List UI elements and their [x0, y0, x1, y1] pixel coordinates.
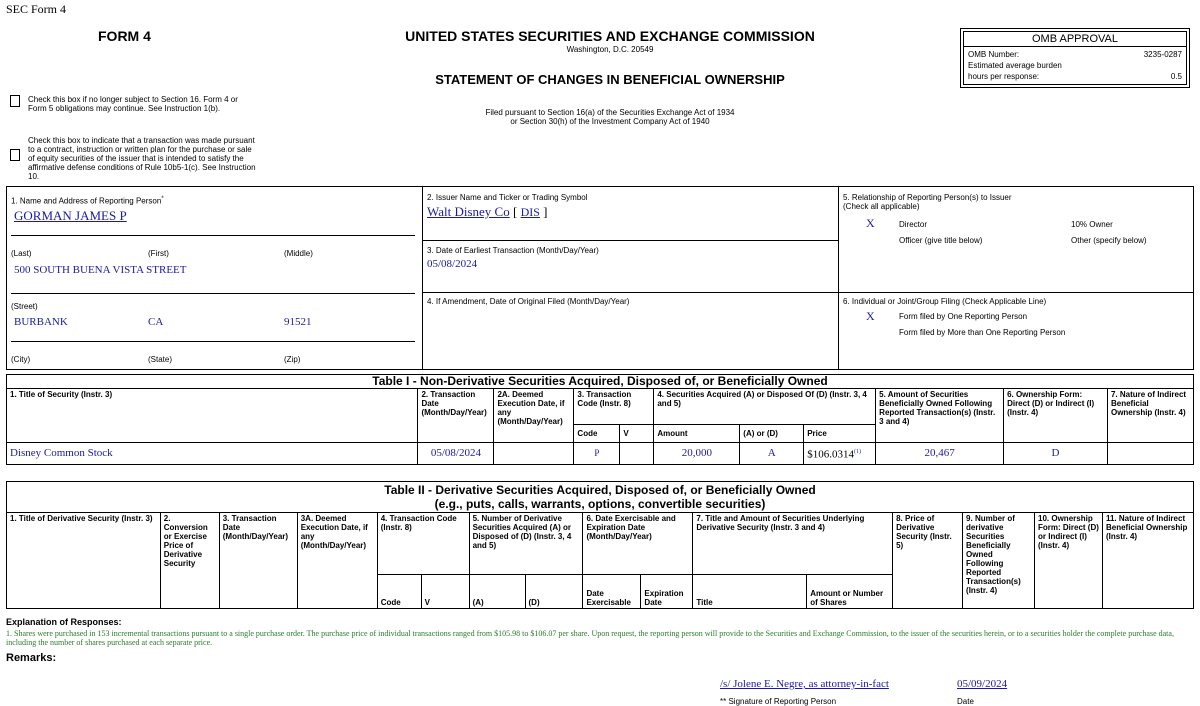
omb-approval-box	[960, 28, 1190, 88]
city-value: BURBANK	[14, 316, 68, 328]
t2-sub-a: (A)	[469, 575, 525, 609]
omb-number-label: OMB Number:	[968, 50, 1020, 59]
row-code: P	[574, 443, 620, 465]
t1-col-deemed: 2A. Deemed Execution Date, if any (Month/Day/Year)	[494, 389, 574, 443]
form-title: FORM 4	[98, 28, 151, 44]
table-derivative	[6, 481, 1194, 609]
box1-label: 1. Name and Address of Reporting Person*	[11, 196, 164, 206]
middle-label: (Middle)	[284, 249, 313, 258]
row-form: D	[1004, 443, 1108, 465]
state-value: CA	[148, 316, 164, 328]
city-label: (City)	[11, 355, 31, 364]
remarks-label: Remarks:	[6, 652, 57, 664]
section16-checkbox[interactable]	[10, 95, 20, 107]
box2-label: 2. Issuer Name and Ticker or Trading Symbol	[427, 193, 588, 202]
many-person-label: Form filed by More than One Reporting Person	[899, 328, 1066, 337]
t2-sub-title: Title	[693, 575, 807, 609]
state-label: (State)	[148, 355, 173, 364]
omb-hours-label: hours per response:	[968, 72, 1040, 81]
row-price-cell	[804, 443, 876, 465]
other-label: Other (specify below)	[1071, 236, 1147, 245]
t1-col-code: 3. Transaction Code (Instr. 8)	[574, 389, 654, 425]
t2-col-owned: 9. Number of derivative Securities Beneficially Owned Following Reported Transaction(s) (Instr. 4)	[963, 513, 1035, 609]
reporting-section	[6, 186, 1194, 370]
omb-burden-label: Estimated average burden	[968, 61, 1062, 70]
ticker-link[interactable]: DIS	[520, 205, 540, 219]
t2-col-code: 4. Transaction Code (Instr. 8)	[377, 513, 469, 575]
rule10b5-text: Check this box to indicate that a transaction was made pursuant to a contract, instruction or written plan for the purchase or sale of equity securities of the issuer that is intended to satisfy the affirmative defense conditions of Rule 10b5-1(c). See Instruction 10.	[28, 136, 256, 181]
t2-sub-exercisable: Date Exercisable	[583, 575, 641, 609]
price-footnote-link[interactable]: (1)	[853, 448, 861, 455]
signature-name: /s/ Jolene E. Negre, as attorney-in-fact	[720, 678, 889, 690]
row-v	[620, 443, 654, 465]
earliest-date: 05/08/2024	[427, 258, 478, 270]
sec-form-label: SEC Form 4	[6, 2, 67, 16]
footnote-1: 1. Shares were purchased in 153 incremental transactions pursuant to a single purchase order. The purchase price of individual transactions ranged from $105.98 to $106.07 per share. Upon request, the reporting person will provide to the Securities and Exchange Commission, to the issuer of the securities herein, or to a securities holder the complete purchase data, including the number of shares purchased at each separate price.	[6, 629, 1174, 647]
officer-label: Officer (give title below)	[899, 236, 983, 245]
t2-sub-d: (D)	[525, 575, 583, 609]
t2-col-price: 8. Price of Derivative Security (Instr. 5)	[893, 513, 963, 609]
omb-hours: 0.5	[1170, 72, 1182, 81]
omb-number: 3235-0287	[1143, 50, 1182, 59]
table2-title	[7, 482, 1194, 513]
row-aord: A	[740, 443, 804, 465]
t2-col-form: 10. Ownership Form: Direct (D) or Indirect (I) (Instr. 4)	[1035, 513, 1103, 609]
one-person-mark: X	[866, 309, 875, 323]
filed-line-2: or Section 30(h) of the Investment Company Act of 1940	[510, 117, 710, 126]
last-label: (Last)	[11, 249, 32, 258]
owner-label: 10% Owner	[1071, 220, 1113, 229]
table2-title-1: Table II - Derivative Securities Acquired, Disposed of, or Beneficially Owned	[384, 483, 816, 497]
t2-col-nature: 11. Nature of Indirect Beneficial Ownership (Instr. 4)	[1102, 513, 1193, 609]
issuer-link[interactable]: Walt Disney Co	[427, 204, 510, 219]
reporting-person-link[interactable]: GORMAN JAMES P	[14, 208, 127, 223]
box3-label: 3. Date of Earliest Transaction (Month/Day/Year)	[427, 246, 599, 255]
street-address: 500 SOUTH BUENA VISTA STREET	[14, 264, 187, 276]
signature-date: 05/09/2024	[957, 678, 1008, 690]
t1-sub-code: Code	[574, 425, 620, 443]
director-mark: X	[866, 216, 875, 230]
t2-col-title: 1. Title of Derivative Security (Instr. 3)	[7, 513, 161, 609]
t2-col-number: 5. Number of Derivative Securities Acquired (A) or Disposed of (D) (Instr. 3, 4 and 5)	[469, 513, 583, 575]
t1-col-title: 1. Title of Security (Instr. 3)	[7, 389, 418, 443]
table-non-derivative	[6, 374, 1194, 465]
t1-sub-aord: (A) or (D)	[740, 425, 804, 443]
t2-col-conversion: 2. Conversion or Exercise Price of Derivative Security	[160, 513, 219, 609]
box1-star: *	[161, 196, 164, 202]
statement-title: STATEMENT OF CHANGES IN BENEFICIAL OWNERSHIP	[435, 72, 785, 87]
t1-sub-amount: Amount	[654, 425, 740, 443]
row-deemed	[494, 443, 574, 465]
row-owned: 20,467	[876, 443, 1004, 465]
t1-col-form: 6. Ownership Form: Direct (D) or Indirect (I) (Instr. 4)	[1004, 389, 1108, 443]
filed-line-1: Filed pursuant to Section 16(a) of the Securities Exchange Act of 1934	[485, 108, 735, 117]
t1-col-nature: 7. Nature of Indirect Beneficial Ownership (Instr. 4)	[1107, 389, 1193, 443]
t2-col-underlying: 7. Title and Amount of Securities Underlying Derivative Security (Instr. 3 and 4)	[693, 513, 893, 575]
one-person-label: Form filed by One Reporting Person	[899, 312, 1028, 321]
row-price: $106.0314	[807, 448, 854, 461]
t1-sub-price: Price	[804, 425, 876, 443]
row-amount: 20,000	[654, 443, 740, 465]
street-label: (Street)	[11, 302, 38, 311]
director-label: Director	[899, 220, 928, 229]
box5-label-2: (Check all applicable)	[843, 202, 920, 211]
row-security-title: Disney Common Stock	[7, 443, 418, 465]
t2-col-date: 3. Transaction Date (Month/Day/Year)	[219, 513, 297, 609]
box5-label-1: 5. Relationship of Reporting Person(s) to Issuer	[843, 193, 1012, 202]
filed-pursuant	[380, 108, 840, 126]
date-label: Date	[957, 697, 974, 706]
row-nature	[1107, 443, 1193, 465]
t1-col-date: 2. Transaction Date (Month/Day/Year)	[418, 389, 494, 443]
t2-col-exercisable: 6. Date Exercisable and Expiration Date (Month/Day/Year)	[583, 513, 693, 575]
zip-label: (Zip)	[284, 355, 301, 364]
omb-title: OMB APPROVAL	[964, 32, 1186, 47]
t2-sub-code: Code	[377, 575, 421, 609]
t1-col-owned: 5. Amount of Securities Beneficially Owned Following Reported Transaction(s) (Instr. 3 and 4)	[876, 389, 1004, 443]
signature-label: ** Signature of Reporting Person	[720, 697, 837, 706]
t1-col-acquired: 4. Securities Acquired (A) or Disposed Of (D) (Instr. 3, 4 and 5)	[654, 389, 876, 425]
section16-text: Check this box if no longer subject to Section 16. Form 4 or Form 5 obligations may continue. See Instruction 1(b).	[28, 95, 238, 113]
explanation-title: Explanation of Responses:	[6, 617, 122, 627]
table2-title-2: (e.g., puts, calls, warrants, options, convertible securities)	[434, 497, 766, 511]
row-date: 05/08/2024	[418, 443, 494, 465]
zip-value: 91521	[284, 316, 312, 328]
issuer-line: Walt Disney Co [ DIS ]	[427, 204, 548, 219]
agency-city: Washington, D.C. 20549	[566, 45, 654, 54]
t2-col-deemed: 3A. Deemed Execution Date, if any (Month/Day/Year)	[297, 513, 377, 609]
agency-title: UNITED STATES SECURITIES AND EXCHANGE COMMISSION	[405, 28, 815, 44]
first-label: (First)	[148, 249, 169, 258]
t2-sub-shares: Amount or Number of Shares	[807, 575, 893, 609]
box4-label: 4. If Amendment, Date of Original Filed (Month/Day/Year)	[427, 297, 630, 306]
table-row	[7, 443, 1194, 465]
box6-label: 6. Individual or Joint/Group Filing (Check Applicable Line)	[843, 297, 1047, 306]
t2-sub-expiration: Expiration Date	[641, 575, 693, 609]
t1-sub-v: V	[620, 425, 654, 443]
table1-title: Table I - Non-Derivative Securities Acquired, Disposed of, or Beneficially Owned	[7, 375, 1194, 389]
t2-sub-v: V	[421, 575, 469, 609]
rule10b5-checkbox[interactable]	[10, 149, 20, 161]
